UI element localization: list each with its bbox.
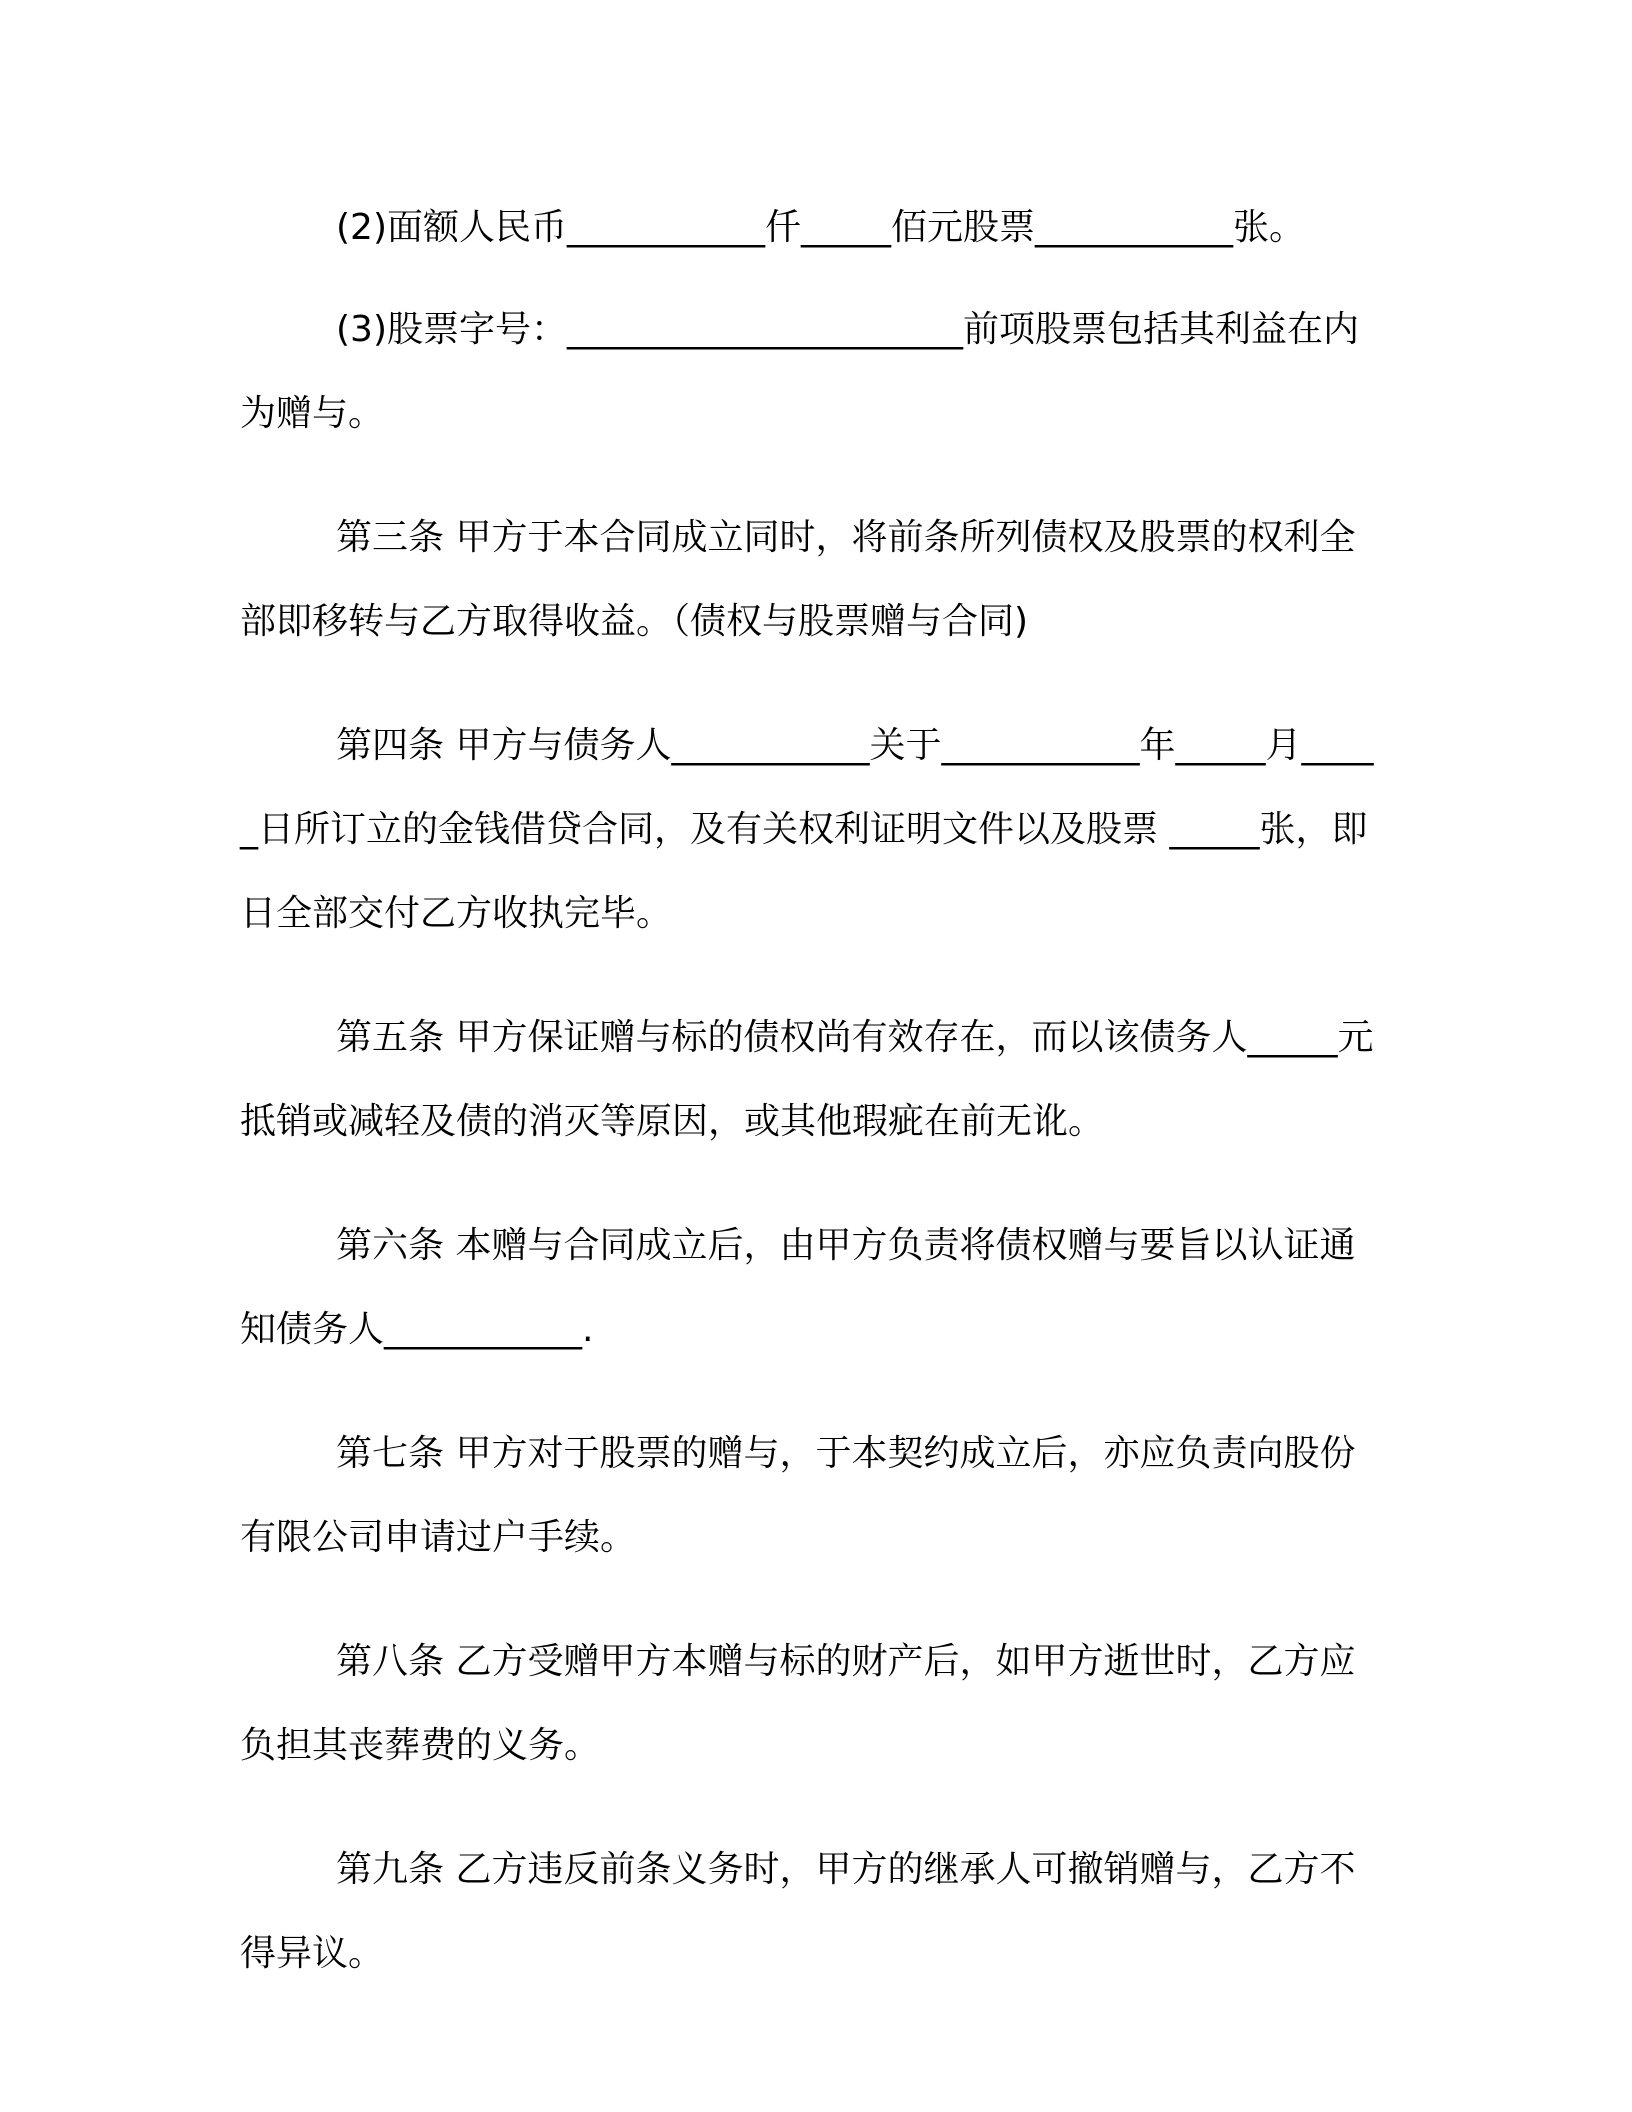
article-5: 第五条 甲方保证赠与标的债权尚有效存在，而以该债务人_____元抵销或减轻及债的消灭等原因，或其他瑕疵在前无讹。 [240,1017,1374,1142]
article-9: 第九条 乙方违反前条义务时，甲方的继承人可撤销赠与，乙方不得异议。 [240,1849,1356,1974]
article-8: 第八条 乙方受赠甲方本赠与标的财产后，如甲方逝世时，乙方应负担其丧葬费的义务。 [240,1641,1356,1766]
clause-3-stock-number: (3)股票字号：______________________前项股票包括其利益在内为赠与。 [240,309,1359,434]
article-6: 第六条 本赠与合同成立后，由甲方负责将债权赠与要旨以认证通知债务人___________. [240,1225,1356,1350]
contract-body [240,186,1388,2036]
article-7: 第七条 甲方对于股票的赠与，于本契约成立后，亦应负责向股份有限公司申请过户手续。 [240,1433,1356,1558]
clause-2-face-value: (2)面额人民币___________仟_____佰元股票___________张。 [336,207,1305,248]
article-4: 第四条 甲方与债务人___________关于___________年_____月_____日所订立的金钱借贷合同，及有关权利证明文件以及股票 _____张，即日全部交付乙方收执完毕。 [240,725,1374,934]
article-3: 第三条 甲方于本合同成立同时，将前条所列债权及股票的权利全部即移转与乙方取得收益。（债权与股票赠与合同) [240,517,1356,642]
